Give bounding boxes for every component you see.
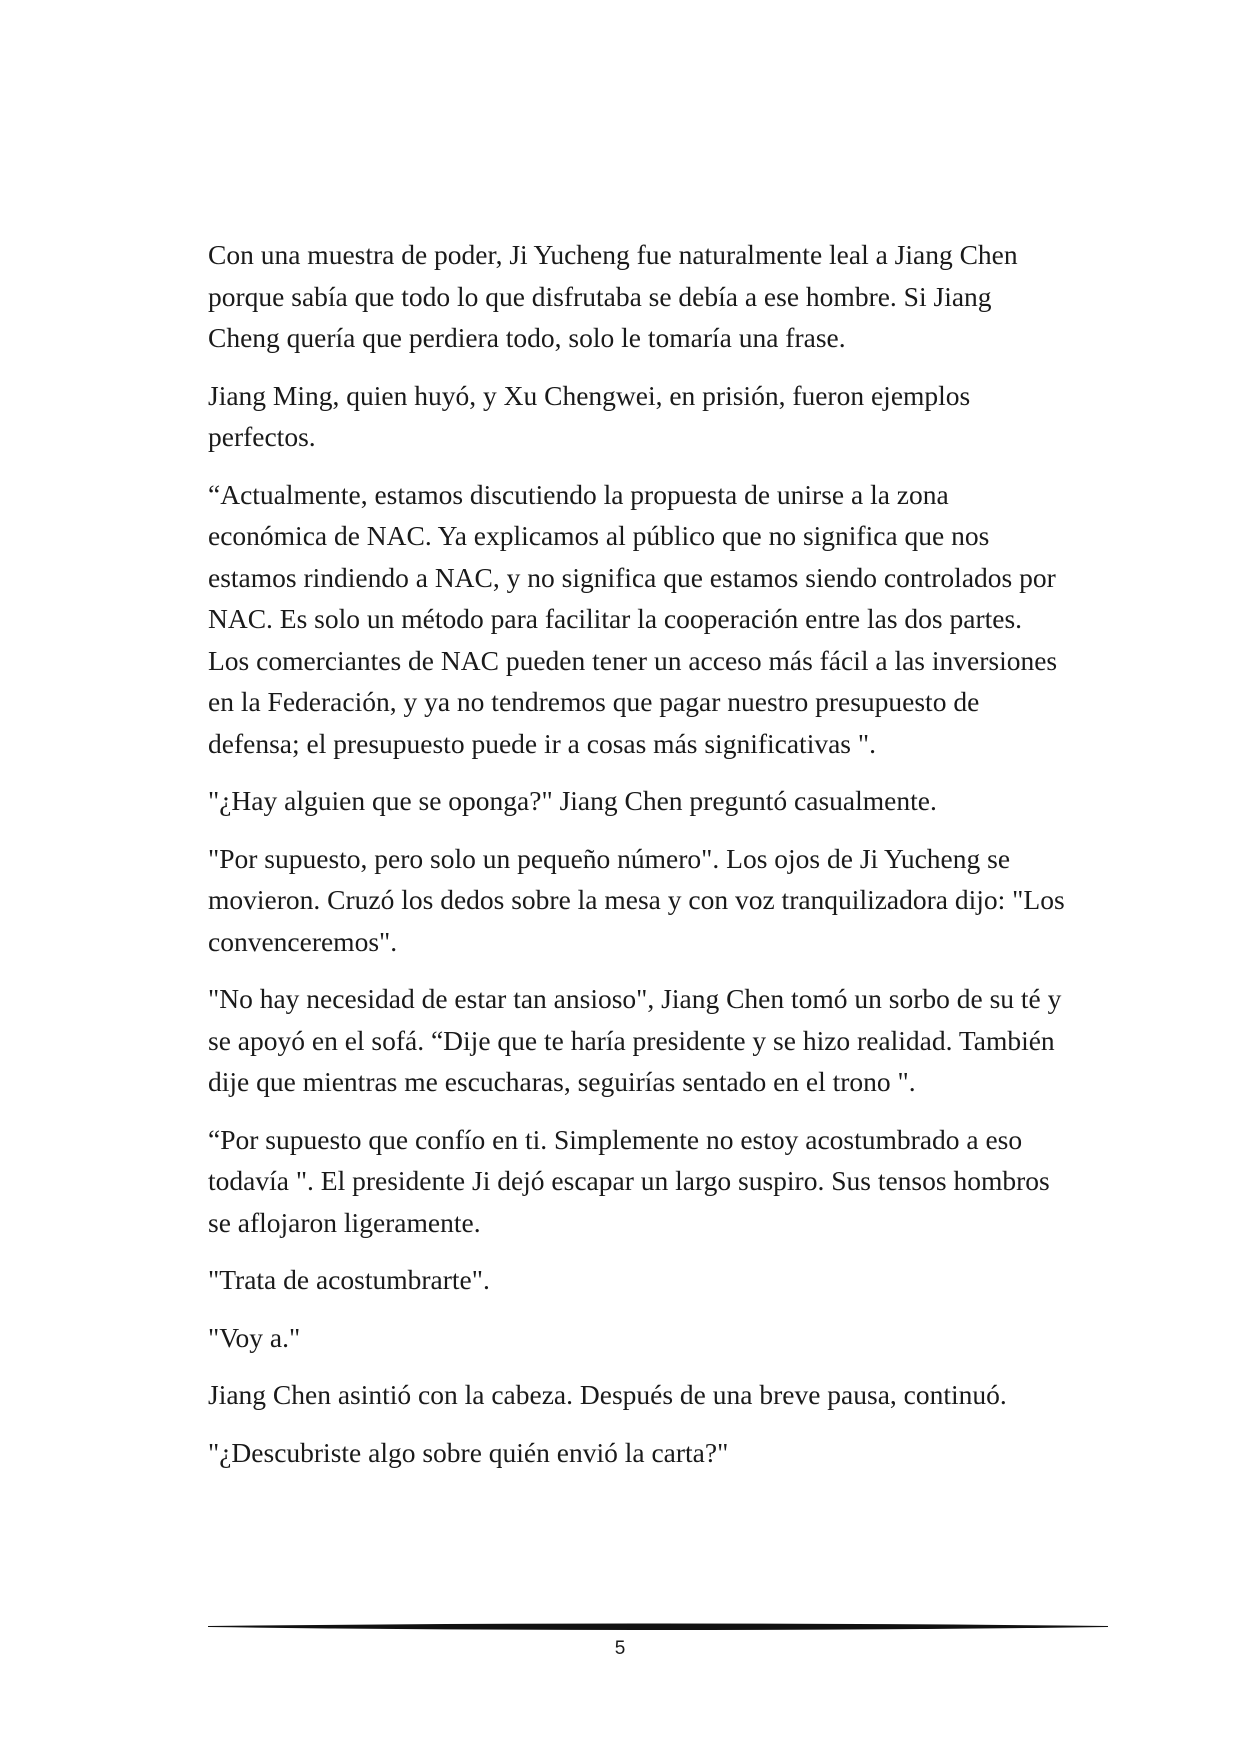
body-text <box>208 234 1070 1489</box>
paragraph-7: “Por supuesto que confío en ti. Simplemente no estoy acostumbrado a eso todavía ". El presidente Ji dejó escapar un largo suspiro. Sus tensos hombros se aflojaron ligeramente. <box>208 1123 1050 1238</box>
paragraph-6: "No hay necesidad de estar tan ansioso", Jiang Chen tomó un sorbo de su té y se apoyó en el sofá. “Dije que te haría presidente y se hizo realidad. También dije que mientras me escucharas, seguirías sentado en el trono ". <box>208 983 1062 1097</box>
paragraph-5: "Por supuesto, pero solo un pequeño número". Los ojos de Ji Yucheng se movieron. Cruzó los dedos sobre la mesa y con voz tranquilizadora dijo: "Los convenceremos". <box>208 842 1065 957</box>
paragraph-8: "Trata de acostumbrarte". <box>208 1264 490 1295</box>
paragraph-4: "¿Hay alguien que se oponga?" Jiang Chen preguntó casualmente. <box>208 785 937 816</box>
paragraph-10: Jiang Chen asintió con la cabeza. Después de una breve pausa, continuó. <box>208 1379 1007 1410</box>
paragraph-3: “Actualmente, estamos discutiendo la propuesta de unirse a la zona económica de NAC. Ya explicamos al público que no significa que nos estamos rindiendo a NAC, y no significa que estamos siendo controlados por NAC. Es solo un método para facilitar la cooperación entre las dos partes. Los comerciantes de NAC pueden tener un acceso más fácil a las inversiones en la Federación, y ya no tendremos que pagar nuestro presupuesto de defensa; el presupuesto puede ir a cosas más significativas ". <box>208 478 1058 759</box>
paragraph-9: "Voy a." <box>208 1321 301 1353</box>
page-number: 5 <box>614 1638 626 1659</box>
footer-divider <box>208 1620 1108 1634</box>
paragraph-11: "¿Descubriste algo sobre quién envió la carta?" <box>208 1436 729 1468</box>
paragraph-1: Con una muestra de poder, Ji Yucheng fue naturalmente leal a Jiang Chen porque sabía que todo lo que disfrutaba se debía a ese hombre. Si Jiang Cheng quería que perdiera todo, solo le tomaría una frase. <box>208 239 1018 353</box>
paragraph-2: Jiang Ming, quien huyó, y Xu Chengwei, en prisión, fueron ejemplos perfectos. <box>208 379 971 452</box>
